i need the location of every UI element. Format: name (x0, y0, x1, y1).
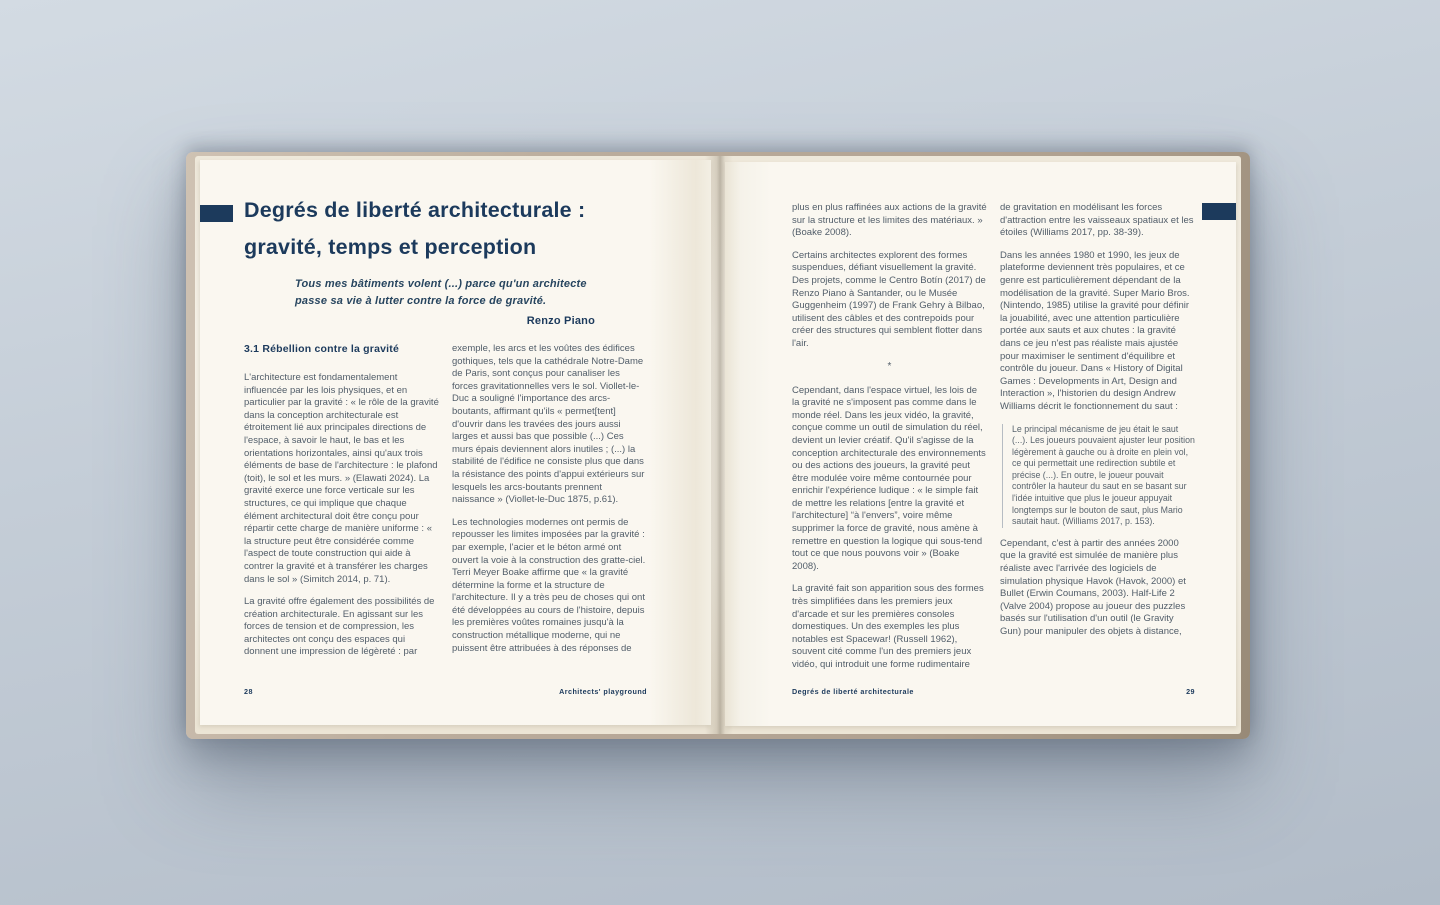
chapter-tab-marker-right (1202, 203, 1236, 220)
open-book (186, 152, 1250, 739)
section-heading: 3.1 Rébellion contre la gravité (244, 343, 399, 355)
paragraph: Cependant, dans l'espace virtuel, les lois de la gravité ne s'imposent pas comme dans le monde réel. Dans les jeux vidéo, la gravité, conçue comme un outil de simulation du réel, devient un levier créatif. Qu'il s'agisse de la conception architecturale des environnements ou des actions des joueurs, la gravité peut être modulée voire même contournée pour enrichir l'expérience ludique : « le simple fait de mettre les relations [entre la gravité et l'architecture] “à l'envers”, voire même supprimer la force de gravité, nous amène à remettre en question la logique qui sous-tend tout ce que nous pouvons voir » (Boake 2008). (792, 384, 986, 572)
right-page-footer (792, 687, 1195, 696)
chapter-title (244, 192, 664, 266)
asterisk-section-break: * (887, 360, 892, 372)
epigraph-attribution: Renzo Piano (526, 315, 595, 327)
paragraph: Cependant, c'est à partir des années 2000 que la gravité est simulée de manière plus réaliste avec l'arrivée des logiciels de simulation physique Havok (Havok, 2000) et Bullet (Erwin Coumans, 2003). Half-Life 2 (Valve 2004) propose au joueur des puzzles basés sur l'utilisation d'un outil (le Gravity Gun) pour manipuler des objets à distance, (1000, 537, 1186, 637)
right-page-column-2 (1000, 202, 1195, 682)
left-page-column-2 (452, 343, 647, 669)
paragraph: La gravité offre également des possibilités de création architecturale. En agissant sur les forces de tension et de compression, les architectes ont conçu des espaces qui donnent une impression de légèreté : par (244, 596, 435, 658)
running-title: Degrés de liberté architecturale (792, 687, 914, 696)
epigraph-quote (295, 276, 595, 330)
left-page (200, 160, 711, 725)
paragraph: de gravitation en modélisant les forces d'attraction entre les vaisseaux spatiaux et les étoiles (Williams 2017, pp. 38-39). (1000, 202, 1194, 239)
left-page-columns (244, 343, 647, 669)
right-page-column-1 (792, 202, 987, 682)
paragraph: exemple, les arcs et les voûtes des édifices gothiques, tels que la cathédrale Notre-Dame de Paris, sont conçus pour canaliser les forces gravitationnelles vers le sol. Viollet-le-Duc a souligné l'importance des arcs-boutants, affirmant qu'ils « permet[tent] d'ouvrir dans les travées des jours aussi larges et aussi bas que possible (...) Ces murs épais deviennent alors inutiles ; (...) la stabilité de l'édifice ne consiste plus que dans la résistance des points d'appui extérieurs sur lesquels les arcs-boutants prennent naissance » (Viollet-le-Duc 1875, p.61). (452, 343, 645, 506)
paragraph: Dans les années 1980 et 1990, les jeux de plateforme deviennent très populaires, et ce genre est particulièrement dépendant de la modélisation de la gravité. Super Mario Bros. (Nintendo, 1985) utilise la gravité pour définir la jouabilité, avec une attention particulière portée aux sauts et aux chutes : la gravité dans ce jeu n'est pas réaliste mais ajustée pour maximiser le sentiment d'équilibre et contrôle du joueur. Dans « History of Digital Games : Developments in Art, Design and Interaction », l'historien du design Andrew Williams décrit le fonctionnement du saut : (1000, 249, 1190, 412)
left-page-column-1 (244, 343, 439, 669)
right-page (725, 162, 1236, 726)
page-number: 28 (244, 687, 253, 696)
paragraph: L'architecture est fondamentalement influencée par les lois physiques, et en particulier par la gravité : « le rôle de la gravité dans la conception architecturale est étroitement lié aux principales directions de l'espace, à savoir le haut, le bas et les orientations horizontales, ainsi qu'aux trois éléments de base de l'architecture : le plafond (toit), le sol et les murs. » (Elawati 2024). La gravité exerce une force verticale sur les structures, ce qui implique que chaque élément architectural doit être conçu pour répartir cette charge de manière uniforme : « la structure peut être considérée comme l'aspect de toute construction qui aide à contrer la gravité et à transférer les charges dans le sol » (Simitch 2014, p. 71). (244, 372, 439, 585)
paragraph: Certains architectes explorent des formes suspendues, défiant visuellement la gravité. Des projets, comme le Centro Botín (2017) de Renzo Piano à Santander, ou le Musée Guggenheim (1997) de Frank Gehry à Bilbao, utilisent des câbles et des contrepoids pour créer des structures qui semblent flotter dans l'air. (792, 249, 986, 349)
running-title: Architects' playground (559, 687, 647, 696)
chapter-title-line2: gravité, temps et perception (244, 235, 537, 259)
chapter-tab-marker-left (200, 205, 233, 222)
epigraph-line1: Tous mes bâtiments volent (...) parce qu'un architecte (295, 278, 587, 290)
paragraph: La gravité fait son apparition sous des formes très simplifiées dans les premiers jeux d'arcade et sur les premières consoles domestiques. Un des exemples les plus notables est Spacewar! (Russell 1962), souvent cité comme l'un des premiers jeux vidéo, qui introduit une forme rudimentaire (792, 583, 984, 670)
page-number: 29 (1186, 687, 1195, 696)
right-page-columns (792, 202, 1195, 682)
paragraph: Les technologies modernes ont permis de repousser les limites imposées par la gravité : par exemple, l'acier et le béton armé ont ouvert la voie à la construction des gratte-ciel. Terri Meyer Boake affirme que « la gravité détermine la forme et la structure de l'architecture. Il y a très peu de choses qui ont été développées au cours de l'histoire, depuis les premières voûtes romaines jusqu'à la construction métallique moderne, qui ne puissent être attribuées à des réponses de (452, 516, 646, 654)
left-page-footer (244, 687, 647, 696)
chapter-title-line1: Degrés de liberté architecturale : (244, 198, 586, 222)
epigraph-line2: passe sa vie à lutter contre la force de gravité. (295, 295, 547, 307)
block-quote-williams: Le principal mécanisme de jeu était le saut (...). Les joueurs pouvaient ajuster leur position légèrement à gauche ou à droite en plein vol, ce qui permettait une redirection subtile et précise (...). En outre, le joueur pouvait contrôler la hauteur du saut en se basant sur l'idée intuitive que plus le joueur appuyait longtemps sur le bouton de saut, plus Mario sautait haut. (Williams 2017, p. 153). (1002, 424, 1195, 528)
paragraph: plus en plus raffinées aux actions de la gravité sur la structure et les limites des matériaux. » (Boake 2008). (792, 202, 987, 239)
